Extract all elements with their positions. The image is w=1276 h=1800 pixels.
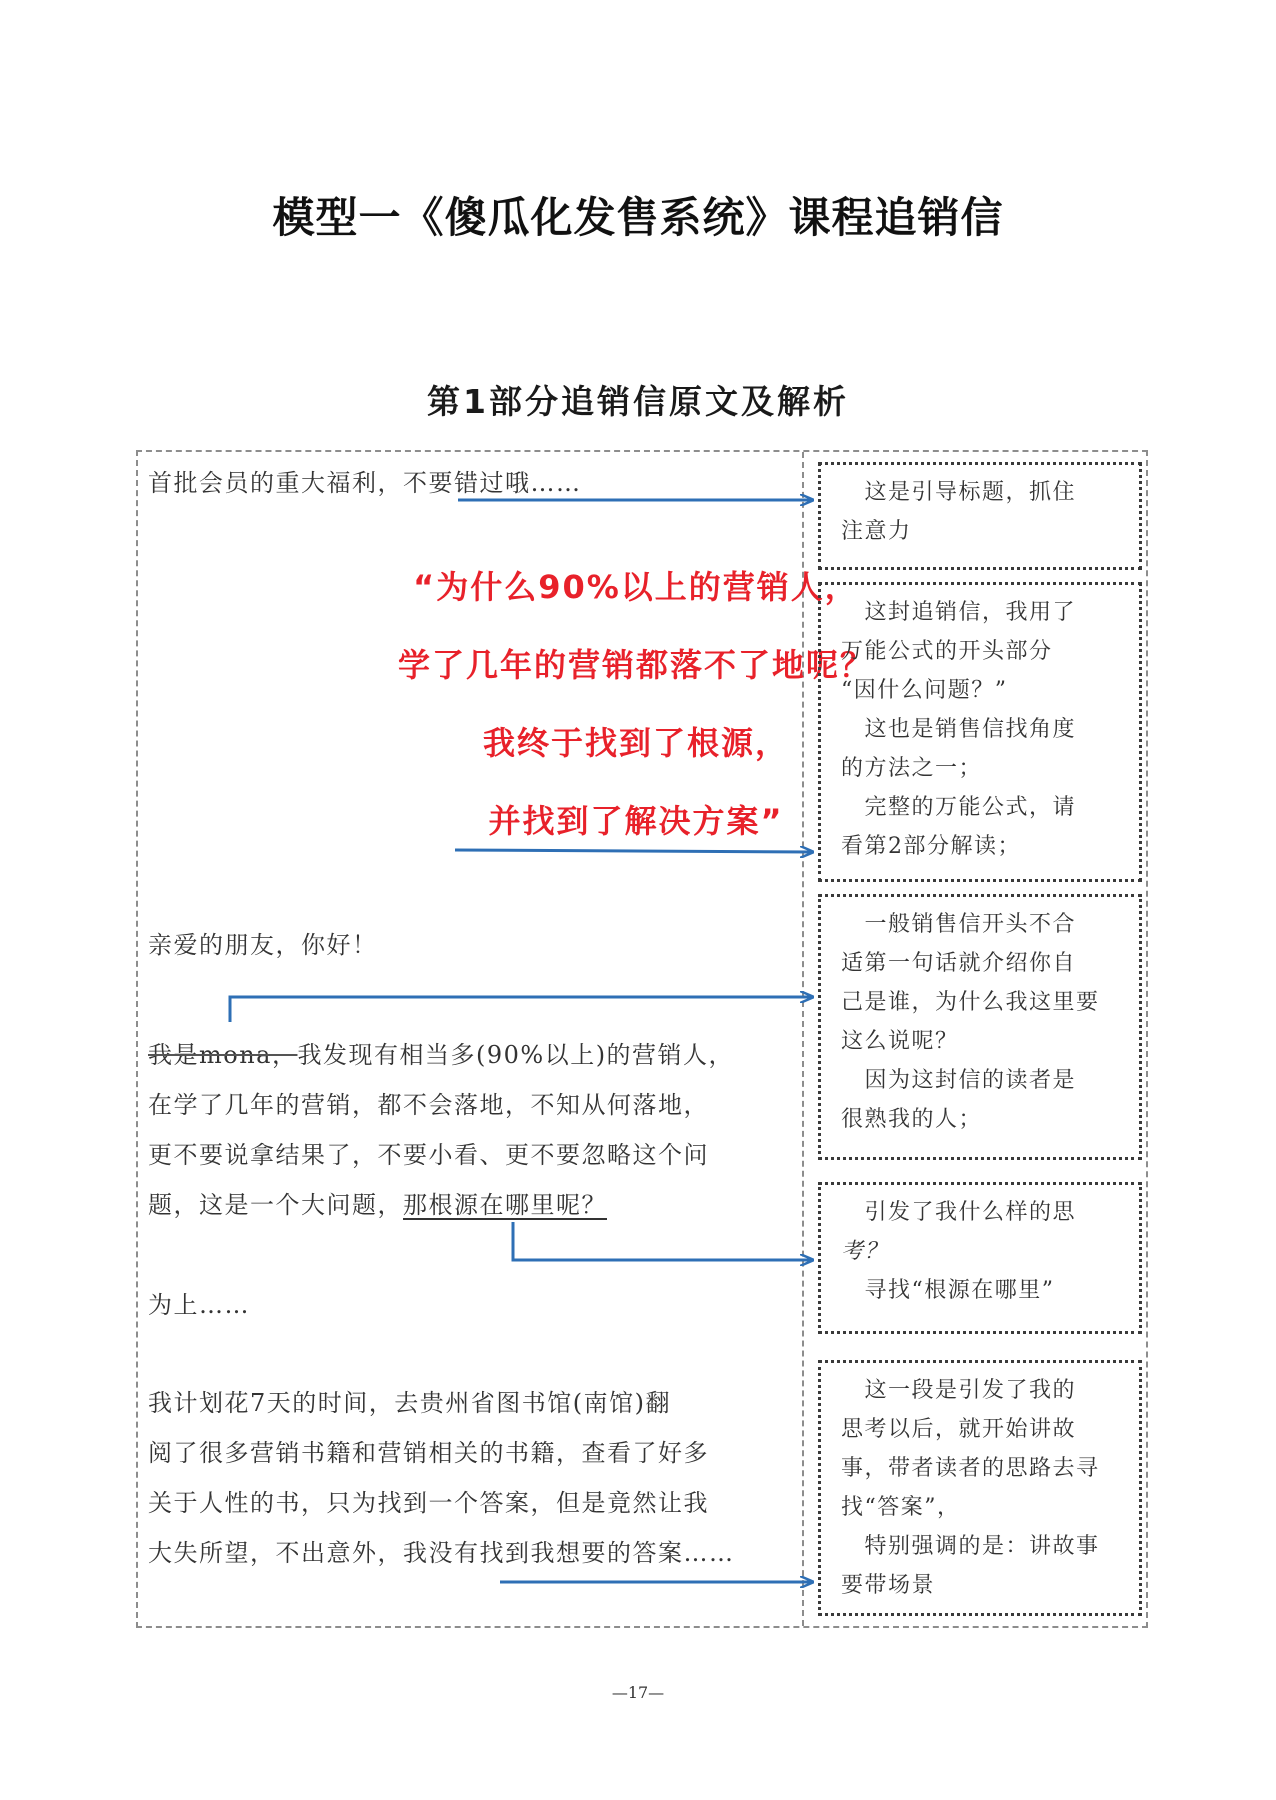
note3-line-5: 因为这封信的读者是 xyxy=(841,1068,1077,1093)
note2-line-2: 万能公式的开头部分 xyxy=(841,639,1053,664)
note4-line-3: 寻找“根源在哪里” xyxy=(841,1278,1055,1303)
note2-line-6: 完整的万能公式，请 xyxy=(841,795,1077,820)
para1-line-2: 在学了几年的营销，都不会落地，不知从何落地， xyxy=(148,1091,709,1119)
note5-line-3: 事，带者读者的思路去寻 xyxy=(841,1456,1100,1481)
note1-line-2: 注意力 xyxy=(841,519,912,544)
note4-line-2: 考？ xyxy=(841,1239,889,1264)
para2-line-2: 阅了很多营销书籍和营销相关的书籍，查看了好多 xyxy=(148,1439,709,1467)
arrow-4 xyxy=(513,1222,812,1260)
note2-line-7: 看第2部分解读； xyxy=(841,834,1021,859)
para1-question: 那根源在哪里呢？ xyxy=(403,1191,607,1219)
note1-line-1: 这是引导标题，抓住 xyxy=(841,480,1077,505)
note4-line-1: 引发了我什么样的思 xyxy=(841,1200,1077,1225)
arrow-3 xyxy=(230,997,812,1022)
note3-line-1: 一般销售信开头不合 xyxy=(841,912,1077,937)
arrow-2 xyxy=(455,850,812,852)
headline-line-4: 并找到了解决方案” xyxy=(488,802,784,840)
note5-line-4: 找“答案”， xyxy=(841,1495,961,1520)
para1-line-3: 更不要说拿结果了，不要小看、更不要忽略这个问 xyxy=(148,1141,709,1169)
document-title: 模型一《傻瓜化发售系统》课程追销信 xyxy=(272,193,1004,242)
note2-line-1: 这封追销信，我用了 xyxy=(841,600,1077,625)
para1-intro: 我是mona， xyxy=(148,1041,298,1069)
page-number: —17— xyxy=(611,1683,665,1702)
note5-line-6: 要带场景 xyxy=(841,1573,936,1598)
weishang-text: 为上…… xyxy=(148,1291,250,1319)
para1-rest: 我发现有相当多(90%以上)的营销人， xyxy=(297,1041,735,1069)
note3-line-2: 适第一句话就介绍你自 xyxy=(841,951,1077,976)
note5-line-5: 特别强调的是：讲故事 xyxy=(841,1534,1100,1559)
para2-line-4: 大失所望，不出意外，我没有找到我想要的答案…… xyxy=(148,1539,735,1567)
note3-line-6: 很熟我的人； xyxy=(841,1107,983,1132)
intro-text: 首批会员的重大福利，不要错过哦…… xyxy=(148,469,582,497)
note2-line-4: 这也是销售信找角度 xyxy=(841,717,1077,742)
headline-line-2: 学了几年的营销都落不了地呢？ xyxy=(397,646,874,684)
note2-line-3: “因什么问题？” xyxy=(841,678,1008,703)
para1-last: 题，这是一个大问题， xyxy=(148,1191,403,1219)
headline-line-3: 我终于找到了根源， xyxy=(482,724,789,762)
section-title: 第1部分追销信原文及解析 xyxy=(427,382,849,421)
greeting-text: 亲爱的朋友，你好！ xyxy=(148,931,378,959)
note2-line-5: 的方法之一； xyxy=(841,756,983,781)
para2-line-3: 关于人性的书，只为找到一个答案，但是竟然让我 xyxy=(148,1489,709,1517)
note3-line-4: 这么说呢？ xyxy=(841,1029,959,1054)
note5-line-1: 这一段是引发了我的 xyxy=(841,1378,1077,1403)
note3-line-3: 己是谁，为什么我这里要 xyxy=(841,990,1100,1015)
headline-line-1: “为什么90%以上的营销人， xyxy=(413,568,859,606)
para2-line-1: 我计划花7天的时间，去贵州省图书馆(南馆)翻 xyxy=(148,1389,671,1417)
note5-line-2: 思考以后，就开始讲故 xyxy=(841,1417,1077,1442)
